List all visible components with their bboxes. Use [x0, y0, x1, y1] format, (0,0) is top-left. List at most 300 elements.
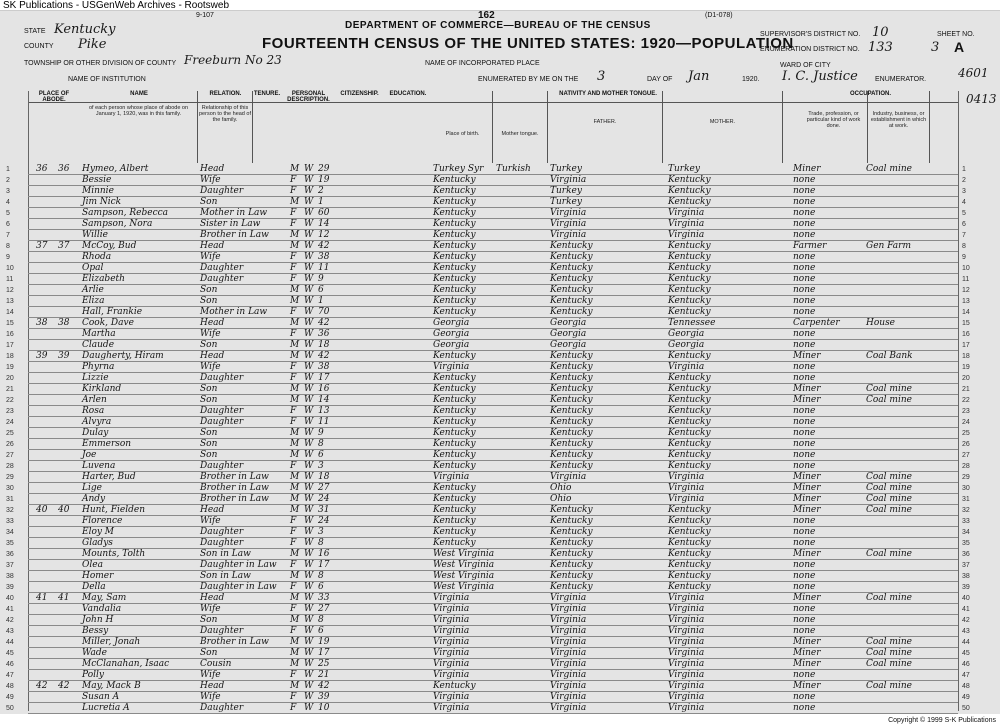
cell-occ: none: [793, 516, 816, 526]
table-row: [6, 395, 970, 406]
line-number-right: 15: [962, 320, 970, 327]
line-number-right: 7: [962, 232, 966, 239]
cell-birth: Georgia: [433, 318, 470, 328]
cell-sex: M: [290, 439, 300, 449]
group-tenure: TENURE.: [253, 91, 281, 103]
cell-fbirth: Kentucky: [550, 582, 593, 592]
cell-rel: Son: [200, 648, 218, 658]
cell-name: Dulay: [82, 428, 109, 438]
group-relation: RELATION.: [198, 91, 253, 103]
cell-name: Andy: [82, 494, 106, 504]
cell-fam: [58, 208, 80, 219]
cell-tongue: [496, 527, 548, 538]
cell-name: Cook, Dave: [82, 318, 134, 328]
cell-sex: M: [290, 164, 300, 174]
cell-mbirth: Kentucky: [668, 527, 711, 537]
cell-mbirth: Kentucky: [668, 439, 711, 449]
cell-birth: Virginia: [433, 615, 470, 625]
cell-dw: [36, 648, 56, 659]
cell-mbirth: Kentucky: [668, 516, 711, 526]
cell-name: Martha: [82, 329, 116, 339]
cell-occ: none: [793, 307, 816, 317]
cell-ind: [866, 571, 928, 582]
cell-birth: Kentucky: [433, 274, 476, 284]
line-number-right: 11: [962, 276, 970, 283]
cell-race: W: [304, 637, 314, 647]
cell-mbirth: Kentucky: [668, 252, 711, 262]
cell-birth: West Virginia: [433, 560, 495, 570]
cell-ind: Coal mine: [866, 164, 912, 174]
cell-dw: [36, 186, 56, 197]
cell-tongue: [496, 362, 548, 373]
table-row: [6, 692, 970, 703]
window-title: SK Publications - USGenWeb Archives - Rootsweb: [0, 0, 1000, 11]
cell-ind: [866, 439, 928, 450]
cell-fam: [58, 219, 80, 230]
line-number: 47: [6, 672, 14, 679]
enumerator-name: I. C. Justice: [782, 69, 858, 84]
cell-occ: none: [793, 560, 816, 570]
cell-name: Willie: [82, 230, 108, 240]
cell-age: 33: [318, 593, 330, 603]
cell-birth: Kentucky: [433, 219, 476, 229]
line-number: 5: [6, 210, 10, 217]
cell-name: McCoy, Bud: [82, 241, 137, 251]
line-number: 16: [6, 331, 14, 338]
cell-fam: [58, 615, 80, 626]
group-name: NAME: [80, 91, 198, 103]
township-label: TOWNSHIP OR OTHER DIVISION OF COUNTY: [24, 60, 177, 67]
cell-rel: Daughter: [200, 373, 244, 383]
cell-tongue: [496, 230, 548, 241]
cell-mbirth: Kentucky: [668, 241, 711, 251]
cell-dw: [36, 450, 56, 461]
cell-dw: [36, 340, 56, 351]
cell-fam: 42: [58, 681, 70, 691]
cell-rel: Son: [200, 450, 218, 460]
cell-mbirth: Kentucky: [668, 274, 711, 284]
cell-sex: F: [290, 307, 297, 317]
cell-age: 12: [318, 230, 330, 240]
cell-tongue: [496, 186, 548, 197]
cell-age: 17: [318, 648, 330, 658]
table-row: [6, 340, 970, 351]
cell-name: Mounts, Tolth: [82, 549, 146, 559]
cell-dw: [36, 527, 56, 538]
table-row: [6, 571, 970, 582]
cell-birth: Georgia: [433, 340, 470, 350]
cell-name: McClanahan, Isaac: [82, 659, 170, 669]
group-nativity: NATIVITY AND MOTHER TONGUE.: [433, 91, 783, 103]
cell-ind: [866, 626, 928, 637]
cell-tongue: [496, 659, 548, 670]
line-number: 9: [6, 254, 10, 261]
cell-rel: Daughter: [200, 186, 244, 196]
cell-fbirth: Kentucky: [550, 439, 593, 449]
cell-name: Daugherty, Hiram: [82, 351, 164, 361]
group-place-of-abode: PLACE OF ABODE.: [28, 91, 80, 103]
cell-tongue: [496, 208, 548, 219]
cell-sex: F: [290, 219, 297, 229]
cell-dw: [36, 538, 56, 549]
cell-fam: [58, 549, 80, 560]
cell-race: W: [304, 516, 314, 526]
line-number: 14: [6, 309, 14, 316]
cell-race: W: [304, 582, 314, 592]
table-row: [6, 186, 966, 197]
cell-race: W: [304, 197, 314, 207]
sheet-value: 3: [931, 40, 940, 55]
cell-sex: M: [290, 318, 300, 328]
cell-fbirth: Virginia: [550, 219, 587, 229]
table-row: [6, 175, 966, 186]
cell-age: 1: [318, 197, 324, 207]
cell-dw: [36, 472, 56, 483]
cell-ind: Coal mine: [866, 648, 912, 658]
cell-tongue: [496, 296, 548, 307]
cell-mbirth: Kentucky: [668, 505, 711, 515]
cell-fbirth: Virginia: [550, 692, 587, 702]
line-number-right: 6: [962, 221, 966, 228]
line-number-right: 10: [962, 265, 970, 272]
cell-dw: [36, 362, 56, 373]
cell-mbirth: Virginia: [668, 362, 705, 372]
cell-fam: 39: [58, 351, 70, 361]
cell-fam: [58, 395, 80, 406]
cell-birth: Virginia: [433, 648, 470, 658]
line-number: 23: [6, 408, 14, 415]
cell-mbirth: Kentucky: [668, 406, 711, 416]
cell-age: 19: [318, 175, 330, 185]
cell-fbirth: Kentucky: [550, 252, 593, 262]
cell-occ: none: [793, 340, 816, 350]
line-number-right: 37: [962, 562, 970, 569]
cell-mbirth: Kentucky: [668, 384, 711, 394]
cell-race: W: [304, 274, 314, 284]
cell-name: Sampson, Nora: [82, 219, 153, 229]
cell-age: 60: [318, 208, 330, 218]
cell-fam: [58, 692, 80, 703]
line-number-right: 21: [962, 386, 970, 393]
cell-fbirth: Kentucky: [550, 362, 593, 372]
cell-sex: F: [290, 406, 297, 416]
cell-ind: [866, 296, 928, 307]
cell-age: 11: [318, 417, 330, 427]
line-number-right: 9: [962, 254, 966, 261]
cell-race: W: [304, 670, 314, 680]
cell-dw: [36, 461, 56, 472]
cell-age: 42: [318, 351, 330, 361]
cell-race: W: [304, 659, 314, 669]
table-row: [6, 681, 970, 692]
cell-mbirth: Virginia: [668, 692, 705, 702]
cell-ind: [866, 516, 928, 527]
group-education: EDUCATION.: [383, 91, 433, 103]
cell-age: 6: [318, 285, 324, 295]
cell-age: 27: [318, 604, 330, 614]
cell-occ: none: [793, 571, 816, 581]
census-sheet: [0, 11, 1000, 714]
line-number: 50: [6, 705, 14, 712]
cell-mbirth: Kentucky: [668, 197, 711, 207]
cell-name: Hall, Frankie: [82, 307, 143, 317]
cell-ind: Coal Bank: [866, 351, 913, 361]
cell-occ: none: [793, 230, 816, 240]
margin-number: 4601: [958, 66, 989, 80]
cell-tongue: [496, 626, 548, 637]
cell-race: W: [304, 483, 314, 493]
cell-rel: Daughter: [200, 461, 244, 471]
cell-sex: F: [290, 263, 297, 273]
table-row: [6, 263, 970, 274]
cell-ind: [866, 450, 928, 461]
cell-occ: none: [793, 439, 816, 449]
line-number-right: 23: [962, 408, 970, 415]
cell-sex: F: [290, 538, 297, 548]
line-number-right: 26: [962, 441, 970, 448]
cell-fam: 38: [58, 318, 70, 328]
cell-rel: Head: [200, 241, 225, 251]
cell-tongue: [496, 516, 548, 527]
column-person-birth: Place of birth.: [433, 91, 493, 163]
cell-name: Rosa: [82, 406, 105, 416]
table-row: [6, 362, 970, 373]
cell-birth: Kentucky: [433, 285, 476, 295]
cell-age: 25: [318, 659, 330, 669]
cell-age: 17: [318, 373, 330, 383]
cell-fbirth: Virginia: [550, 472, 587, 482]
cell-fam: 41: [58, 593, 70, 603]
cell-rel: Head: [200, 593, 225, 603]
cell-birth: Virginia: [433, 593, 470, 603]
cell-name: Olea: [82, 560, 103, 570]
cell-rel: Brother in Law: [200, 483, 269, 493]
table-row: [6, 670, 970, 681]
cell-race: W: [304, 538, 314, 548]
cell-occ: none: [793, 252, 816, 262]
line-number-right: 4: [962, 199, 966, 206]
cell-fbirth: Virginia: [550, 208, 587, 218]
cell-tongue: [496, 252, 548, 263]
enumerated-label: ENUMERATED BY ME ON THE: [478, 76, 579, 83]
cell-rel: Mother in Law: [200, 208, 268, 218]
cell-name: Bessy: [82, 626, 109, 636]
line-number-right: 18: [962, 353, 970, 360]
cell-mbirth: Kentucky: [668, 296, 711, 306]
cell-fam: [58, 571, 80, 582]
cell-occ: none: [793, 175, 816, 185]
cell-race: W: [304, 318, 314, 328]
form-code: (D1-078): [705, 12, 733, 19]
line-number: 26: [6, 441, 14, 448]
line-number-right: 44: [962, 639, 970, 646]
cell-fbirth: Kentucky: [550, 417, 593, 427]
line-number-right: 13: [962, 298, 970, 305]
cell-sex: F: [290, 560, 297, 570]
cell-fam: [58, 362, 80, 373]
column-father: FATHER.: [548, 91, 663, 163]
line-number-right: 34: [962, 529, 970, 536]
cell-sex: F: [290, 527, 297, 537]
cell-sex: M: [290, 549, 300, 559]
cell-birth: Kentucky: [433, 296, 476, 306]
cell-rel: Wife: [200, 329, 221, 339]
line-number: 36: [6, 551, 14, 558]
cell-race: W: [304, 329, 314, 339]
line-number-right: 1: [962, 166, 966, 173]
cell-fam: [58, 406, 80, 417]
cell-ind: [866, 340, 928, 351]
cell-fam: [58, 197, 80, 208]
cell-fbirth: Virginia: [550, 703, 587, 713]
line-number: 7: [6, 232, 10, 239]
cell-fbirth: Kentucky: [550, 549, 593, 559]
cell-name: Della: [82, 582, 106, 592]
cell-occ: Miner: [793, 164, 821, 174]
institution-label: NAME OF INSTITUTION: [68, 76, 146, 83]
cell-occ: none: [793, 296, 816, 306]
table-row: [6, 164, 966, 175]
township-value: Freeburn No 23: [184, 53, 282, 67]
table-row: [6, 560, 970, 571]
cell-dw: [36, 439, 56, 450]
department-heading: DEPARTMENT OF COMMERCE—BUREAU OF THE CENSUS: [345, 20, 651, 31]
cell-fam: [58, 659, 80, 670]
table-row: [6, 296, 970, 307]
cell-mbirth: Kentucky: [668, 395, 711, 405]
day-of-label: DAY OF: [647, 76, 673, 83]
cell-birth: West Virginia: [433, 582, 495, 592]
line-number-right: 41: [962, 606, 970, 613]
cell-race: W: [304, 307, 314, 317]
cell-fbirth: Kentucky: [550, 406, 593, 416]
line-number: 27: [6, 452, 14, 459]
line-number: 49: [6, 694, 14, 701]
cell-fam: [58, 494, 80, 505]
cell-dw: [36, 274, 56, 285]
cell-fam: [58, 527, 80, 538]
cell-sex: F: [290, 274, 297, 284]
cell-rel: Brother in Law: [200, 637, 269, 647]
cell-name: Miller, Jonah: [82, 637, 141, 647]
line-number-right: 29: [962, 474, 970, 481]
cell-dw: [36, 549, 56, 560]
cell-fbirth: Kentucky: [550, 241, 593, 251]
table-row: [6, 241, 966, 252]
cell-sex: M: [290, 197, 300, 207]
cell-fbirth: Kentucky: [550, 263, 593, 273]
cell-occ: Miner: [793, 648, 821, 658]
cell-dw: [36, 208, 56, 219]
line-number: 19: [6, 364, 14, 371]
cell-rel: Son: [200, 384, 218, 394]
table-row: [6, 417, 970, 428]
cell-occ: Miner: [793, 659, 821, 669]
cell-birth: Kentucky: [433, 307, 476, 317]
cell-mbirth: Virginia: [668, 593, 705, 603]
year-label: 1920.: [742, 76, 760, 83]
cell-race: W: [304, 461, 314, 471]
cell-tongue: Turkish: [496, 164, 531, 174]
cell-fbirth: Virginia: [550, 615, 587, 625]
line-number: 31: [6, 496, 14, 503]
cell-ind: [866, 670, 928, 681]
cell-rel: Daughter in Law: [200, 582, 277, 592]
cell-race: W: [304, 428, 314, 438]
line-number: 43: [6, 628, 14, 635]
cell-ind: [866, 703, 928, 714]
cell-ind: [866, 604, 928, 615]
cell-fbirth: Kentucky: [550, 538, 593, 548]
cell-fbirth: Georgia: [550, 318, 587, 328]
cell-dw: [36, 483, 56, 494]
page-number: 162: [478, 10, 495, 21]
cell-age: 8: [318, 439, 324, 449]
cell-fbirth: Kentucky: [550, 527, 593, 537]
line-number-right: 19: [962, 364, 970, 371]
cell-occ: none: [793, 670, 816, 680]
cell-rel: Wife: [200, 252, 221, 262]
cell-fam: [58, 417, 80, 428]
cell-name: Florence: [82, 516, 123, 526]
cell-sex: M: [290, 494, 300, 504]
cell-mbirth: Virginia: [668, 208, 705, 218]
cell-birth: Kentucky: [433, 351, 476, 361]
cell-mbirth: Virginia: [668, 659, 705, 669]
line-number-right: 5: [962, 210, 966, 217]
cell-tongue: [496, 450, 548, 461]
cell-rel: Wife: [200, 362, 221, 372]
cell-fbirth: Ohio: [550, 483, 572, 493]
cell-sex: M: [290, 395, 300, 405]
table-row: [6, 593, 970, 604]
line-number: 38: [6, 573, 14, 580]
table-row: [6, 197, 966, 208]
cell-race: W: [304, 703, 314, 713]
cell-dw: [36, 582, 56, 593]
cell-fam: [58, 230, 80, 241]
cell-name: Eliza: [82, 296, 105, 306]
cell-ind: [866, 274, 928, 285]
cell-age: 17: [318, 560, 330, 570]
cell-age: 8: [318, 615, 324, 625]
cell-fam: 37: [58, 241, 70, 251]
table-row: [6, 208, 966, 219]
cell-mbirth: Kentucky: [668, 186, 711, 196]
cell-sex: F: [290, 329, 297, 339]
cell-mbirth: Kentucky: [668, 582, 711, 592]
cell-birth: West Virginia: [433, 549, 495, 559]
cell-ind: [866, 373, 928, 384]
corner-number: 0413: [966, 92, 997, 106]
cell-sex: F: [290, 604, 297, 614]
cell-tongue: [496, 615, 548, 626]
cell-fam: [58, 263, 80, 274]
cell-rel: Head: [200, 351, 225, 361]
cell-ind: Coal mine: [866, 384, 912, 394]
table-row: [6, 461, 970, 472]
cell-name: Alvyra: [82, 417, 112, 427]
table-row: [6, 527, 970, 538]
cell-ind: [866, 329, 928, 340]
cell-age: 3: [318, 461, 324, 471]
cell-sex: F: [290, 175, 297, 185]
cell-birth: Kentucky: [433, 241, 476, 251]
cell-ind: [866, 406, 928, 417]
cell-name: Elizabeth: [82, 274, 125, 284]
cell-age: 42: [318, 681, 330, 691]
cell-fam: [58, 461, 80, 472]
